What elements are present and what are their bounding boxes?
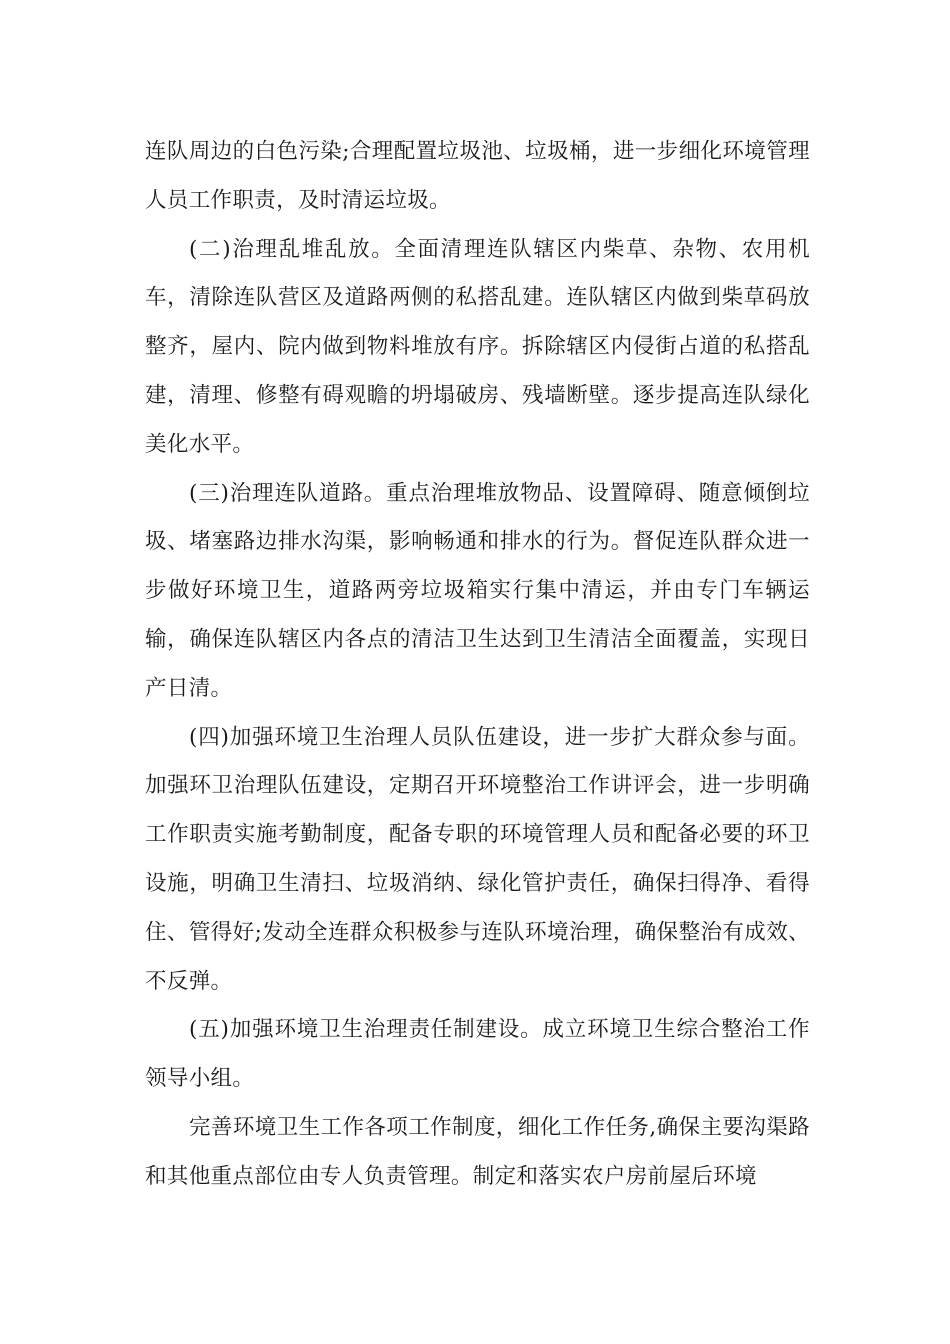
- paragraph-3: (三)治理连队道路。重点治理堆放物品、设置障碍、随意倾倒垃圾、堵塞路边排水沟渠，影响畅通和排水的行为。督促连队群众进一步做好环境卫生，道路两旁垃圾箱实行集中清运，并由专门车辆运输，确保连队辖区内各点的清洁卫生达到卫生清洁全面覆盖，实现日产日清。: [145, 480, 810, 701]
- paragraph-5: (五)加强环境卫生治理责任制建设。成立环境卫生综合整治工作领导小组。: [145, 1017, 810, 1092]
- paragraph-6: 完善环境卫生工作各项工作制度，细化工作任务,确保主要沟渠路和其他重点部位由专人负责管理。制定和落实农户房前屋后环境: [145, 1114, 810, 1189]
- document-body: [145, 128, 810, 1202]
- paragraph-2: (二)治理乱堆乱放。全面清理连队辖区内柴草、杂物、农用机车，清除连队营区及道路两侧的私搭乱建。连队辖区内做到柴草码放整齐，屋内、院内做到物料堆放有序。拆除辖区内侵街占道的私搭乱建，清理、修整有碍观瞻的坍塌破房、残墙断壁。逐步提高连队绿化美化水平。: [145, 236, 810, 457]
- paragraph-1: 连队周边的白色污染;合理配置垃圾池、垃圾桶，进一步细化环境管理人员工作职责，及时清运垃圾。: [145, 139, 810, 213]
- paragraph-4: (四)加强环境卫生治理人员队伍建设，进一步扩大群众参与面。加强环卫治理队伍建设，定期召开环境整治工作讲评会，进一步明确工作职责实施考勤制度，配备专职的环境管理人员和配备必要的环卫设施，明确卫生清扫、垃圾消纳、绿化管护责任，确保扫得净、看得住、管得好;发动全连群众积极参与连队环境治理，确保整治有成效、不反弹。: [145, 724, 810, 994]
